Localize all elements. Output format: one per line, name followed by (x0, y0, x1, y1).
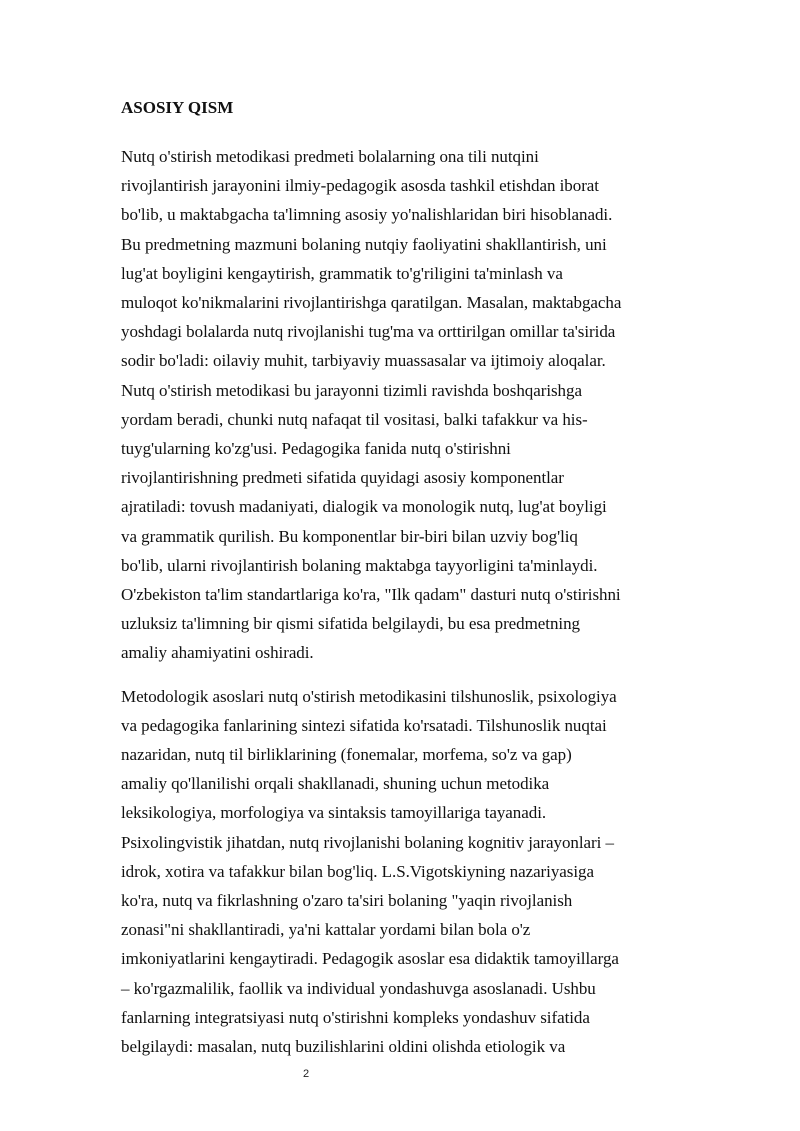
text-line: belgilaydi: masalan, nutq buzilishlarini oldini olishda etiologik va (121, 1037, 566, 1057)
text-line: yoshdagi bolalarda nutq rivojlanishi tug'ma va orttirilgan omillar ta'sirida (121, 322, 616, 342)
text-line: uzluksiz ta'limning bir qismi sifatida belgilaydi, bu esa predmetning (121, 614, 580, 634)
text-line: Psixolingvistik jihatdan, nutq rivojlanishi bolaning kognitiv jarayonlari – (121, 832, 614, 852)
page-number: 2 (302, 1068, 310, 1080)
text-line: Nutq o'stirish metodikasi bu jarayonni tizimli ravishda boshqarishga (121, 380, 582, 400)
section-heading: ASOSIY QISM (121, 98, 234, 117)
text-line: Bu predmetning mazmuni bolaning nutqiy faoliyatini shakllantirish, uni (121, 234, 607, 254)
text-line: amaliy qo'llanilishi orqali shakllanadi, shuning uchun metodika (121, 774, 550, 794)
text-line: nazaridan, nutq til birliklarining (fonemalar, morfema, so'z va gap) (121, 745, 572, 765)
text-line: idrok, xotira va tafakkur bilan bog'liq. L.S.Vigotskiyning nazariyasiga (121, 861, 594, 881)
text-line: amaliy ahamiyatini oshiradi. (121, 643, 314, 663)
text-line: sodir bo'ladi: oilaviy muhit, tarbiyaviy muassasalar va ijtimoiy aloqalar. (121, 351, 606, 371)
text-line: va grammatik qurilish. Bu komponentlar bir-biri bilan uzviy bog'liq (121, 526, 578, 546)
text-line: Metodologik asoslari nutq o'stirish metodikasini tilshunoslik, psixologiya (121, 686, 617, 706)
paragraph-methodology (121, 682, 681, 1062)
text-line: fanlarning integratsiyasi nutq o'stirishni kompleks yondashuv sifatida (121, 1007, 590, 1027)
text-line: muloqot ko'nikmalarini rivojlantirishga qaratilgan. Masalan, maktabgacha (121, 293, 622, 313)
text-line: bo'lib, ularni rivojlantirish bolaning maktabga tayyorligini ta'minlaydi. (121, 555, 598, 575)
text-line: rivojlantirish jarayonini ilmiy-pedagogik asosda tashkil etishdan iborat (121, 176, 599, 196)
text-line: rivojlantirishning predmeti sifatida quyidagi asosiy komponentlar (121, 468, 564, 488)
text-line: tuyg'ularning ko'zg'usi. Pedagogika fanida nutq o'stirishni (121, 439, 511, 459)
text-line: ajratiladi: tovush madaniyati, dialogik va monologik nutq, lug'at boyligi (121, 497, 607, 517)
text-line: yordam beradi, chunki nutq nafaqat til vositasi, balki tafakkur va his- (121, 409, 588, 429)
text-line: O'zbekiston ta'lim standartlariga ko'ra, "Ilk qadam" dasturi nutq o'stirishni (121, 585, 621, 605)
text-line: leksikologiya, morfologiya va sintaksis tamoyillariga tayanadi. (121, 803, 547, 823)
text-line: va pedagogika fanlarining sintezi sifatida ko'rsatadi. Tilshunoslik nuqtai (121, 715, 607, 735)
text-line: – ko'rgazmalilik, faollik va individual yondashuvga asoslanadi. Ushbu (121, 978, 596, 998)
paragraph-subject (121, 142, 681, 668)
text-line: bo'lib, u maktabgacha ta'limning asosiy yo'nalishlaridan biri hisoblanadi. (121, 205, 613, 225)
text-line: zonasi"ni shakllantiradi, ya'ni kattalar yordami bilan bola o'z (121, 920, 531, 940)
document-page (121, 96, 681, 1075)
text-line: ko'ra, nutq va fikrlashning o'zaro ta'siri bolaning "yaqin rivojlanish (121, 891, 573, 911)
text-line: lug'at boyligini kengaytirish, grammatik to'g'riligini ta'minlash va (121, 263, 563, 283)
text-line: imkoniyatlarini kengaytiradi. Pedagogik asoslar esa didaktik tamoyillarga (121, 949, 619, 969)
text-line: Nutq o'stirish metodikasi predmeti bolalarning ona tili nutqini (121, 147, 539, 166)
